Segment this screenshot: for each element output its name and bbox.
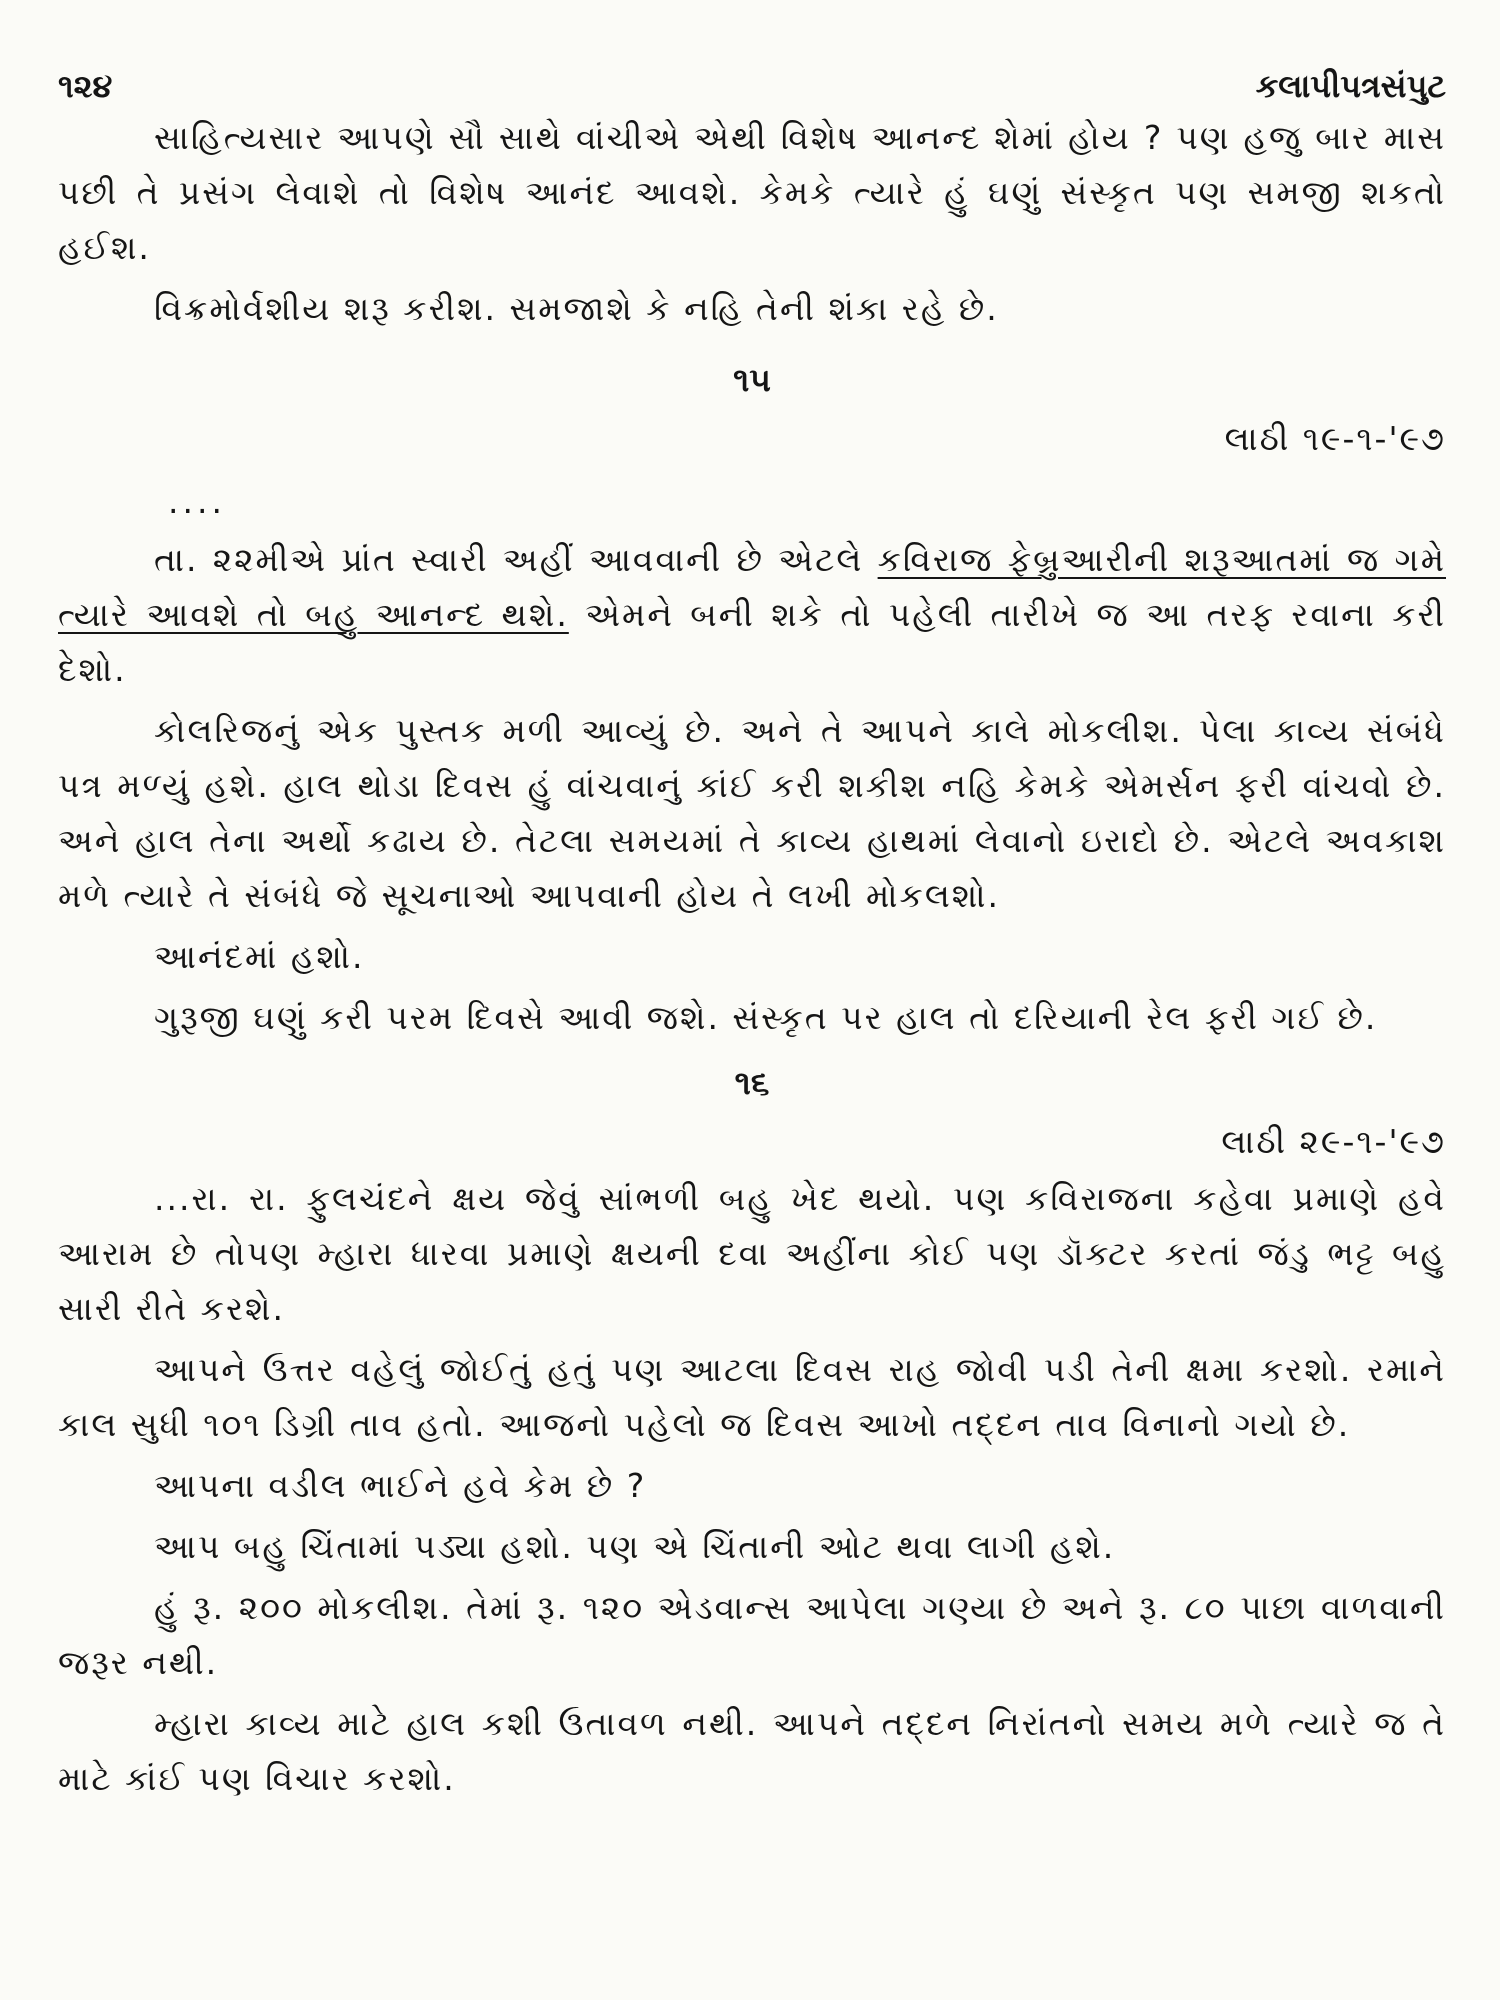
page-number: ૧૨૪ — [58, 67, 113, 105]
letter-paragraph: ...રા. રા. ફુલચંદને ક્ષય જેવું સાંભળી બહુ ખેદ થયો. પણ કવિરાજના કહેવા પ્રમાણે હવે આરામ છે તોપણ મ્હારા ધારવા પ્રમાણે ક્ષયની દવા અહીંના કોઈ પણ ડૉક્ટર કરતાં જંડુ ભટ્ટ બહુ સારી રીતે કરશે. — [58, 1179, 1446, 1328]
letter-paragraph — [58, 532, 1446, 697]
text-run: એમને બની શકે તો પહેલી તારીખે જ આ તરફ રવાના કરી દેશો. — [58, 595, 1446, 689]
letter-number: ૧૫ — [733, 360, 771, 399]
letter-paragraph: આપના વડીલ ભાઈને હવે કેમ છે ? — [154, 1466, 647, 1505]
letter-date: લાઠી ૧૯-૧-'૯૭ — [1224, 419, 1446, 458]
letter-paragraph: મ્હારા કાવ્ય માટે હાલ કશી ઉતાવળ નથી. આપને તદ્દન નિરાંતનો સમય મળે ત્યારે જ તે માટે કાંઈ પણ વિચાર કરશો. — [58, 1704, 1446, 1798]
book-title: કલાપીપત્રસંપુટ — [1255, 67, 1446, 105]
letter-paragraph: આનંદમાં હશો. — [154, 937, 365, 976]
letter-paragraph: હું રૂ. ૨૦૦ મોકલીશ. તેમાં રૂ. ૧૨૦ એડવાન્સ આપેલા ગણ્યા છે અને રૂ. ૮૦ પાછા વાળવાની જરૂર નથી. — [58, 1588, 1446, 1682]
text-run: તા. ૨૨મીએ પ્રાંત સ્વારી અહીં આવવાની છે એટલે — [154, 540, 878, 579]
letter-16 — [58, 1053, 1446, 1806]
letter-paragraph: ગુરૂજી ઘણું કરી પરમ દિવસે આવી જશે. સંસ્કૃત પર હાલ તો દરિયાની રેલ ફરી ગઈ છે. — [154, 998, 1378, 1037]
letter-paragraph: આપ બહુ ચિંતામાં પડ્યા હશો. પણ એ ચિંતાની ઓટ થવા લાગી હશે. — [154, 1527, 1116, 1566]
intro-paragraph-1: સાહિત્યસાર આપણે સૌ સાથે વાંચીએ એથી વિશેષ આનન્દ શેમાં હોય ? પણ હજુ બાર માસ પછી તે પ્રસંગ લેવાશે તો વિશેષ આનંદ આવશે. કેમકે ત્યારે હું ઘણું સંસ્કૃત પણ સમજી શકતો હઈશ. — [58, 118, 1446, 267]
intro-paragraph-2: વિક્રમોર્વશીય શરૂ કરીશ. સમજાશે કે નહિ તેની શંકા રહે છે. — [154, 289, 999, 328]
page-header — [58, 64, 1446, 108]
letter-paragraph: કોલરિજનું એક પુસ્તક મળી આવ્યું છે. અને તે આપને કાલે મોકલીશ. પેલા કાવ્ય સંબંધે પત્ર મળ્યું હશે. હાલ થોડા દિવસ હું વાંચવાનું કાંઈ કરી શકીશ નહિ કેમકે એમર્સન ફરી વાંચવો છે. અને હાલ તેના અર્થો કઢાય છે. તેટલા સમયમાં તે કાવ્ય હાથમાં લેવાનો ઇરાદો છે. એટલે અવકાશ મળે ત્યારે તે સંબંધે જે સૂચનાઓ આપવાની હોય તે લખી મોકલશો. — [58, 711, 1446, 915]
letter-paragraph: આપને ઉત્તર વહેલું જોઈતું હતું પણ આટલા દિવસ રાહ જોવી પડી તેની ક્ષમા કરશો. રમાને કાલ સુધી ૧૦૧ ડિગ્રી તાવ હતો. આજનો પહેલો જ દિવસ આખો તદ્દન તાવ વિનાનો ગયો છે. — [58, 1350, 1446, 1444]
letter-15 — [58, 350, 1446, 1045]
letter-date: લાઠી ૨૯-૧-'૯૭ — [1221, 1122, 1446, 1161]
ellipsis: .... — [168, 482, 226, 521]
letter-number: ૧૬ — [734, 1063, 770, 1102]
underlined-text: કવિરાજ ફેબ્રુઆરીની શરૂઆતમાં જ ગમે ત્યારે આવશે તો બહુ આનન્દ થશે. — [58, 540, 1446, 634]
